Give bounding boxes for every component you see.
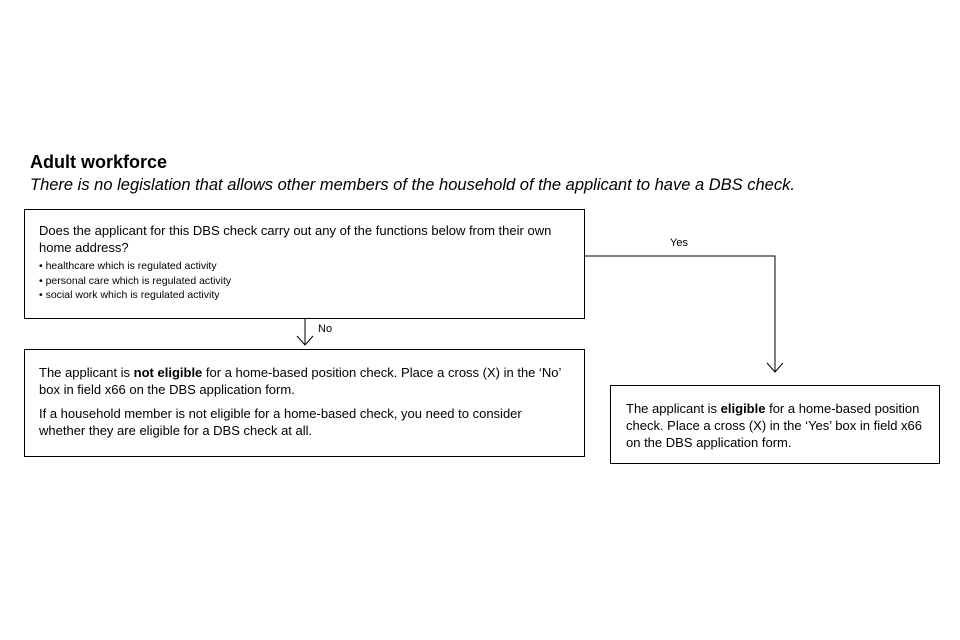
not-eligible-box [24,349,585,457]
no-label: No [318,323,333,335]
diagram-title: Adult workforce [30,152,168,172]
function-item: • personal care which is regulated activity [39,274,232,287]
function-item-text: personal care which is regulated activity [45,274,232,287]
function-item-text: social work which is regulated activity [45,289,220,301]
household-member-note: If a household member is not eligible for a home-based check, you need to consider whether they are eligible for a DBS check at all. [39,406,522,438]
eligible-text: The applicant is eligible for a home-based position check. Place a cross (X) in the ‘Yes’ box in field x66 on the DBS application form. [626,401,923,450]
function-item: • healthcare which is regulated activity [39,260,217,272]
function-item: • social work which is regulated activity [39,289,220,301]
diagram-subtitle: There is no legislation that allows other members of the household of the applicant to have a DBS check. [30,176,795,194]
function-list [39,259,570,303]
yes-label: Yes [670,237,688,249]
not-eligible-text: The applicant is not eligible for a home-based position check. Place a cross (X) in the ‘No’ box in field x66 on the DBS application form. [39,365,561,397]
yes-connector-line [585,256,775,372]
question-box [24,209,585,319]
question-text: Does the applicant for this DBS check carry out any of the functions below from their own home address? [39,223,552,255]
eligible-box [610,385,940,464]
eligible-emphasis: eligible [720,401,766,416]
not-eligible-emphasis: not eligible [133,365,203,380]
function-item-text: healthcare which is regulated activity [45,260,217,272]
